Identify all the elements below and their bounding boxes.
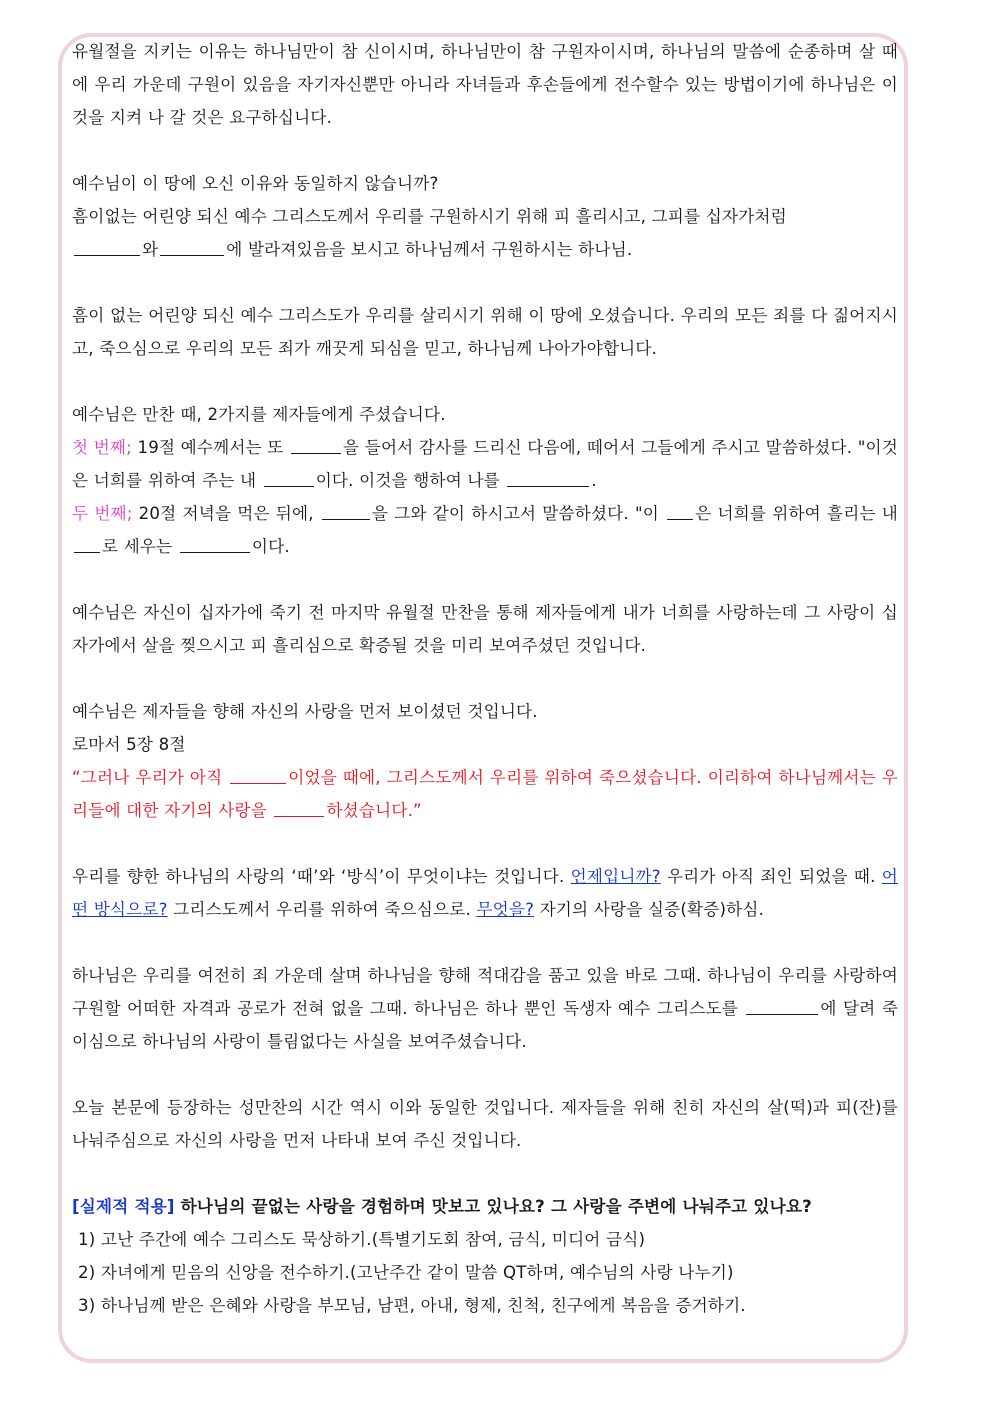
paragraph-last-supper: 예수님은 자신이 십자가에 죽기 전 마지막 유월절 만찬을 통해 제자들에게 내가 너희를 사랑하는데 그 사랑이 십자가에서 살을 찢으시고 피 흘리심으로 확증될 것을 미리 보여주셨던 것입니다.: [72, 603, 898, 655]
paragraph-second: [72, 497, 898, 563]
blank-field: [74, 240, 140, 256]
when-how-text-d: 자기의 사랑을 실증(확증)하심.: [534, 900, 765, 919]
document-body: [72, 35, 898, 1322]
first-label: 첫 번째;: [72, 438, 132, 457]
first-text-a: 19절 예수께서는 또: [131, 438, 284, 457]
paragraph-first: [72, 431, 898, 497]
blank-field: [291, 438, 341, 454]
blank-field: [230, 768, 286, 784]
gods-love-text-a: 하나님은 우리를 여전히 죄 가운데 살며 하나님을 향해 적대감을 품고 있을 바로 그때. 하나님이 우리를 사랑하여 구원할 어떠한 자격과 공로가 전혀 없을 그때. 하나님은 하나 뿐인 독생자 예수 그리스도를: [72, 966, 898, 1018]
paragraph-lamb-came: 흠이 없는 어린양 되신 예수 그리스도가 우리를 살리시기 위해 이 땅에 오셨습니다. 우리의 모든 죄를 다 짊어지시고, 죽으심으로 우리의 모든 죄가 깨끗게 되심을 믿고, 하나님께 나아가야합니다.: [72, 306, 898, 358]
blank-field: [180, 537, 250, 553]
application-item-1: 1) 고난 주간에 예수 그리스도 묵상하기.(특별기도회 참여, 금식, 미디어 금식): [78, 1230, 646, 1249]
second-label: 두 번째;: [72, 504, 133, 523]
blank-field: [274, 801, 324, 817]
paragraph-passover-reason: 유월절을 지키는 이유는 하나님만이 참 신이시며, 하나님만이 참 구원자이시며, 하나님의 말씀에 순종하며 살 때에 우리 가운데 구원이 있음을 자기자신뿐만 아니라 자녀들과 후손들에게 전수할수 있는 방법이기에 하나님은 이것을 지켜 나 갈 것은 요구하십니다.: [72, 42, 898, 127]
what-link[interactable]: 무엇을?: [476, 900, 535, 919]
blank-field: [160, 240, 224, 256]
verse-text-a: “그러나 우리가 아직: [72, 768, 223, 787]
second-text-d: 로 세우는: [102, 537, 173, 556]
application-tag: [실제적 적용]: [72, 1197, 175, 1216]
first-end: .: [591, 471, 597, 490]
lamb-blood-and: 와: [142, 240, 159, 259]
paragraph-supper-intro: 예수님은 만찬 때, 2가지를 제자들에게 주셨습니다.: [72, 405, 446, 424]
paragraph-question: 예수님이 이 땅에 오신 이유와 동일하지 않습니까?: [72, 174, 439, 193]
scripture-quote: [72, 761, 898, 827]
when-how-text-a: 우리를 향한 하나님의 사랑의 ‘때’와 ‘방식’이 무엇이냐는 것입니다.: [72, 867, 571, 886]
gods-love-text-b: 에 달려 죽이심으로 하나님의 사랑이 틀림없다는 사실을 보여주셨습니다.: [72, 999, 898, 1051]
application-item-3: 3) 하나님께 받은 은혜와 사랑을 부모님, 남편, 아내, 형제, 친척, 친구에게 복음을 증거하기.: [78, 1296, 746, 1315]
when-how-text-b: 우리가 아직 죄인 되었을 때.: [660, 867, 882, 886]
blank-field: [667, 504, 693, 520]
lamb-blood-text: 흠이없는 어린양 되신 예수 그리스도께서 우리를 구원하시기 위해 피 흘리시고, 그피를 십자가처럼: [72, 207, 787, 226]
when-how-text-c: 그리스도께서 우리를 위하여 죽으심으로.: [167, 900, 477, 919]
scripture-reference: 로마서 5장 8절: [72, 735, 186, 754]
lamb-blood-end: 에 발라져있음을 보시고 하나님께서 구원하시는 하나님.: [226, 240, 633, 259]
second-text-c: 은 너희를 위하여 흘리는 내: [695, 504, 898, 523]
first-text-b: 을 들어서 감사를 드리신 다음에, 떼어서 그들에게 주시고 말씀하셨다. "이것은 너희를 위하여 주는 내: [72, 438, 898, 490]
second-text-b: 을 그와 같이 하시고서 말씀하셨다. "이: [371, 504, 660, 523]
second-text-e: 이다.: [251, 537, 290, 556]
paragraph-love-shown: 예수님은 제자들을 향해 자신의 사랑을 먼저 보이셨던 것입니다.: [72, 702, 538, 721]
blank-field: [746, 999, 818, 1015]
blank-field: [322, 504, 370, 520]
when-link[interactable]: 언제입니까?: [570, 867, 661, 886]
blank-field: [507, 471, 589, 487]
paragraph-lamb-blood: [72, 200, 898, 266]
verse-text-b: 이었을 때에, 그리스도께서 우리를 위하여 죽으셨습니다. 이리하여 하나님께서는 우리들에 대한 자기의 사랑을: [72, 768, 898, 820]
paragraph-communion: 오늘 본문에 등장하는 성만찬의 시간 역시 이와 동일한 것입니다. 제자들을 위해 친히 자신의 살(떡)과 피(잔)를 나눠주심으로 자신의 사랑을 먼저 나타내 보여 주신 것입니다.: [72, 1098, 898, 1150]
application-item-2: 2) 자녀에게 믿음의 신앙을 전수하기.(고난주간 같이 말씀 QT하며, 예수님의 사랑 나누기): [78, 1263, 734, 1282]
how-link[interactable]: 어떤 방식으로?: [72, 867, 898, 919]
verse-text-c: 하셨습니다.”: [326, 801, 422, 820]
first-text-c: 이다. 이것을 행하여 나를: [315, 471, 500, 490]
application-question: 하나님의 끝없는 사랑을 경험하며 맛보고 있나요? 그 사랑을 주변에 나눠주고 있나요?: [174, 1197, 812, 1216]
application-heading: [72, 1190, 898, 1223]
blank-field: [74, 537, 100, 553]
blank-field: [264, 471, 314, 487]
second-text-a: 20절 저녁을 먹은 뒤에,: [132, 504, 314, 523]
paragraph-gods-love: [72, 959, 898, 1058]
paragraph-when-how: [72, 860, 898, 926]
